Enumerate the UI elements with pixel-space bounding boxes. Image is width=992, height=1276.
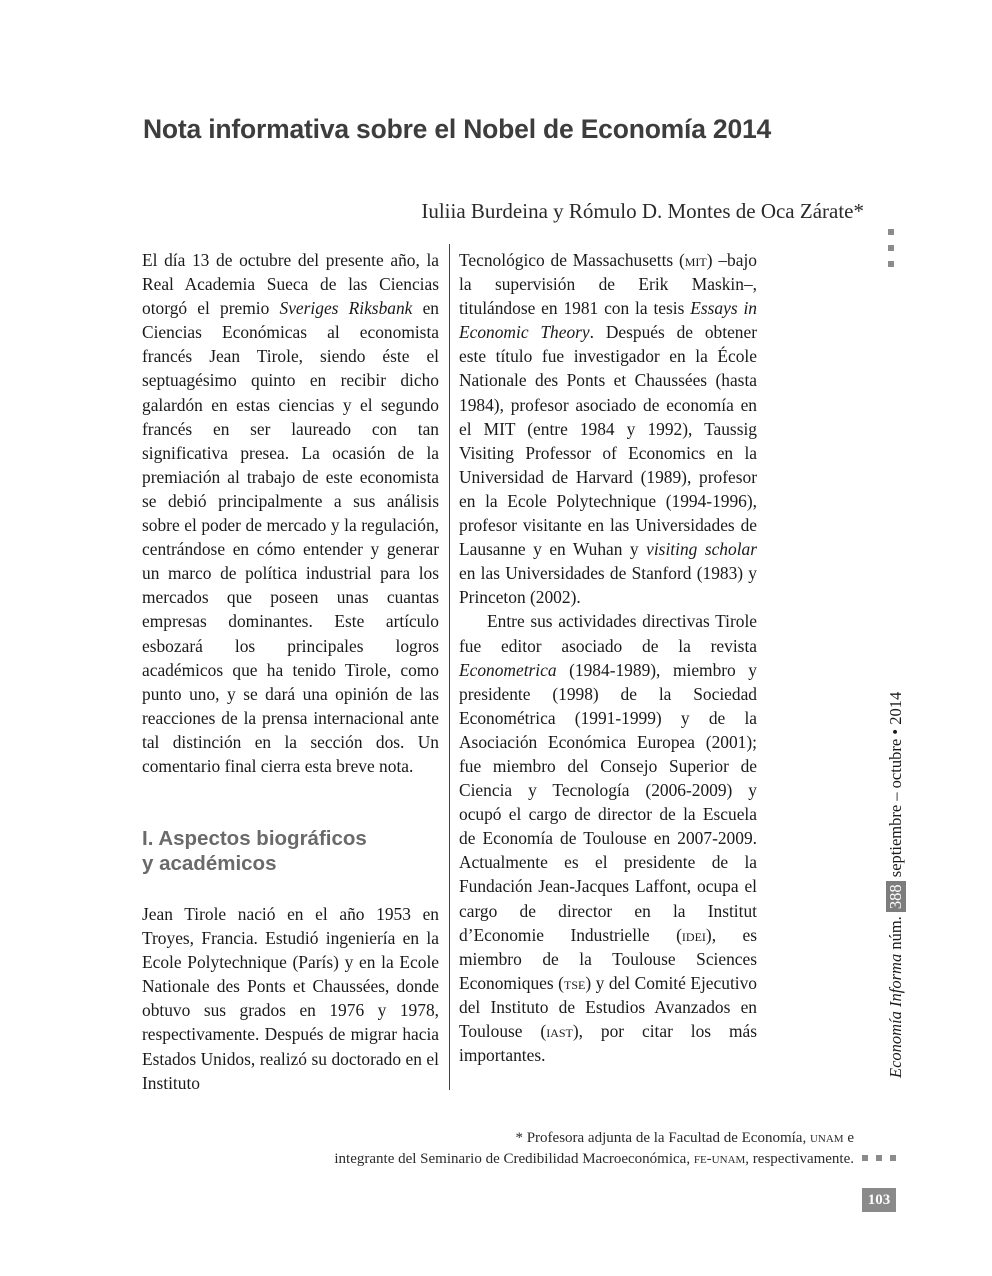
decorative-square: [890, 1155, 896, 1161]
issue-number: 388: [886, 881, 906, 912]
text-column-right: [459, 248, 757, 1067]
column-divider: [449, 244, 450, 1090]
text-column-left-lower: [142, 902, 439, 1095]
decorative-square: [876, 1155, 882, 1161]
footnote: * Profesora adjunta de la Facultad de Economía, unam e integrante del Seminario de Credibilidad Macroeconómica, fe-unam, respectivamente.: [334, 1130, 854, 1167]
decorative-square: [888, 245, 894, 251]
page-number: 103: [862, 1188, 896, 1212]
paragraph: Tecnológico de Massachusetts (mit) –bajo la supervisión de Erik Maskin–, titulándose en 1981 con la tesis Essays in Economic Theory. Después de obtener este título fue investigador en la École Nationale des Ponts et Chaussées (hasta 1984), profesor asociado de economía en el MIT (entre 1984 y 1992), Taussig Visiting Professor of Economics en la Universidad de Harvard (1989), profesor en la Ecole Polytechnique (1994-1996), profesor visitante en las Universidades de Lausanne y en Wuhan y visiting scholar en las Universidades de Stanford (1983) y Princeton (2002).: [459, 250, 758, 608]
article-title: Nota informativa sobre el Nobel de Economía 2014: [143, 114, 772, 144]
article-authors: Iuliia Burdeina y Rómulo D. Montes de Oca Zárate*: [421, 199, 864, 223]
journal-name: Economía Informa: [886, 953, 905, 1078]
paragraph: Jean Tirole nació en el año 1953 en Troyes, Francia. Estudió ingeniería en la Ecole Polytechnique (París) y en la Ecole Nationale des Ponts et Chaussées, donde obtuvo sus grados en 1976 y 1978, respectivamente. Después de migrar hacia Estados Unidos, realizó su doctorado en el Instituto: [142, 904, 439, 1093]
section-heading: I. Aspectos biográficos y académicos: [142, 827, 367, 875]
paragraph: Entre sus actividades directivas Tirole fue editor asociado de la revista Econometrica (1984-1989), miembro y presidente (1998) de la Sociedad Econométrica (1991-1999) y de la Asociación Económica Europea (2001); fue miembro del Consejo Superior de Ciencia y Tecnología (2006-2009) y ocupó el cargo de director de la Escuela de Economía de Toulouse en 2007-2009. Actualmente es el presidente de la Fundación Jean-Jacques Laffont, ocupa el cargo de director en la Institut d’Economie Industrielle (idei), es miembro de la Toulouse Sciences Economiques (tse) y del Comité Ejecutivo del Instituto de Estudios Avanzados en Toulouse (iast), por citar los más importantes.: [459, 611, 757, 1066]
decorative-square: [888, 229, 894, 235]
decorative-square: [862, 1155, 868, 1161]
paragraph: El día 13 de octubre del presente año, la Real Academia Sueca de las Ciencias otorgó el premio Sveriges Riksbank en Ciencias Económicas al economista francés Jean Tirole, siendo éste el septuagésimo quinto en recibir dicho galardón en estas ciencias y el segundo francés en ser laureado con tan significativa presea. La ocasión de la premiación al trabajo de este economista se debió principalmente a sus análisis sobre el poder de mercado y la regulación, centrándose en cómo entender y generar un marco de política industrial para los mercados que poseen unas cuantas empresas dominantes. Este artículo esbozará los principales logros académicos que ha tenido Tirole, como punto uno, y se dará una opinión de las reacciones de la prensa internacional ante tal distinción en la sección dos. Un comentario final cierra esta breve nota.: [142, 250, 440, 776]
decorative-square: [888, 261, 894, 267]
running-sidebar: Economía Informa núm. 388 septiembre – octubre • 2014: [886, 691, 905, 1078]
text-column-left: [142, 248, 439, 778]
